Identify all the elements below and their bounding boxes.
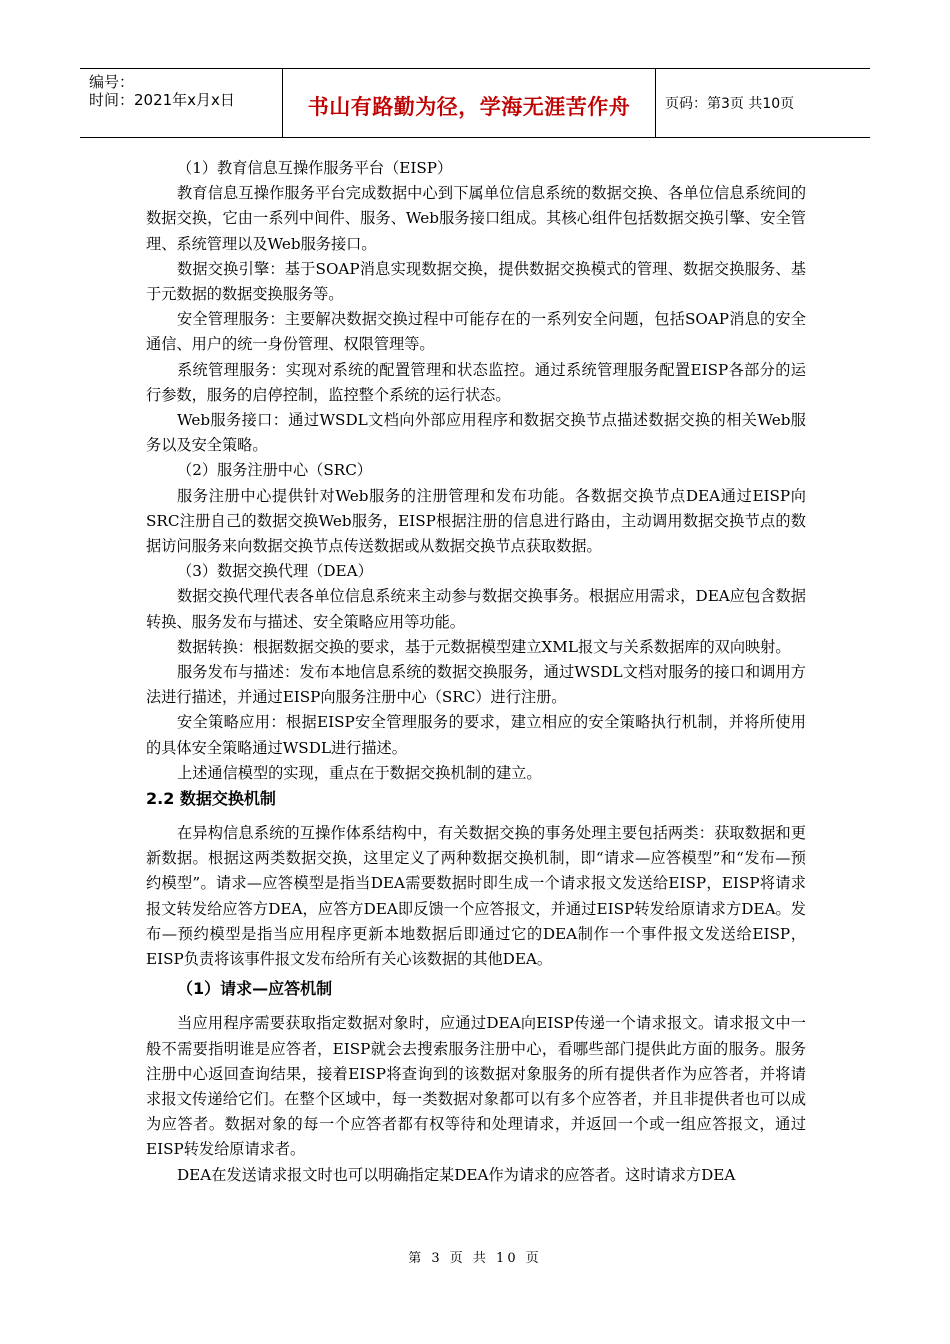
header-info [80,69,283,137]
document-body [146,156,806,1188]
header-motto: 书山有路勤为径，学海无涯苦作舟 [283,69,656,137]
paragraph: 安全策略应用：根据EISP安全管理服务的要求，建立相应的安全策略执行机制，并将所使用的具体安全策略通过WSDL进行描述。 [146,713,806,757]
page-footer: 第 3 页 共 10 页 [408,1251,542,1266]
paragraph: 当应用程序需要获取指定数据对象时，应通过DEA向EISP传递一个请求报文。请求报文中一般不需要指明谁是应答者，EISP就会去搜索服务注册中心，看哪些部门提供此方面的服务。服务注册中心返回查询结果，接着EISP将查询到的该数据对象服务的所有提供者作为应答者，并将请求报文传递给它们。在整个区域中，每一类数据对象都可以有多个应答者，并且非提供者也可以成为应答者。数据对象的每一个应答者都有权等待和处理请求，并返回一个或一组应答报文，通过EISP转发给原请求者。 [146,1014,806,1159]
subheading-eisp: （1）教育信息互操作服务平台（EISP） [177,159,453,177]
paragraph: 教育信息互操作服务平台完成数据中心到下属单位信息系统的数据交换、各单位信息系统间的数据交换，它由一系列中间件、服务、Web服务接口组成。其核心组件包括数据交换引擎、安全管理、系统管理以及Web服务接口。 [146,184,806,253]
subsection-heading: （1）请求—应答机制 [177,979,333,999]
paragraph: 服务注册中心提供针对Web服务的注册管理和发布功能。各数据交换节点DEA通过EISP向SRC注册自己的数据交换Web服务，EISP根据注册的信息进行路由，主动调用数据交换节点的数据访问服务来向数据交换节点传送数据或从数据交换节点获取数据。 [146,486,806,556]
paragraph: Web服务接口：通过WSDL文档向外部应用程序和数据交换节点描述数据交换的相关Web服务以及安全策略。 [146,411,806,455]
paragraph: DEA在发送请求报文时也可以明确指定某DEA作为请求的应答者。这时请求方DEA [177,1165,736,1184]
header-date: 时间：2021年x月x日 [89,91,235,109]
paragraph: 安全管理服务：主要解决数据交换过程中可能存在的一系列安全问题，包括SOAP消息的安全通信、用户的统一身份管理、权限管理等。 [146,310,806,354]
header-page-info: 页码：第3页 共10页 [665,96,795,112]
paragraph: 服务发布与描述：发布本地信息系统的数据交换服务，通过WSDL文档对服务的接口和调用方法进行描述，并通过EISP向服务注册中心（SRC）进行注册。 [146,663,806,707]
paragraph: 数据交换代理代表各单位信息系统来主动参与数据交换事务。根据应用需求，DEA应包含数据转换、服务发布与描述、安全策略应用等功能。 [146,587,806,631]
paragraph: 上述通信模型的实现，重点在于数据交换机制的建立。 [177,763,542,782]
paragraph: 数据交换引擎：基于SOAP消息实现数据交换，提供数据交换模式的管理、数据交换服务、基于元数据的数据变换服务等。 [146,259,806,304]
paragraph: 在异构信息系统的互操作体系结构中，有关数据交换的事务处理主要包括两类：获取数据和更新数据。根据这两类数据交换，这里定义了两种数据交换机制，即“请求—应答模型”和“发布—预约模型”。请求—应答模型是指当DEA需要数据时即生成一个请求报文发送给EISP，EISP将请求报文转发给应答方DEA，应答方DEA即反馈一个应答报文，并通过EISP转发给原请求方DEA。发布—预约模型是指当应用程序更新本地数据后即通过它的DEA制作一个事件报文发送给EISP，EISP负责将该事件报文发布给所有关心该数据的其他DEA。 [146,824,806,969]
header-code-label: 编号： [89,73,135,91]
subheading-dea: （3）数据交换代理（DEA） [177,562,373,581]
paragraph: 数据转换：根据数据交换的要求，基于元数据模型建立XML报文与关系数据库的双向映射。 [177,637,791,656]
page-header [80,68,870,138]
section-heading: 2.2 数据交换机制 [146,789,276,809]
subheading-src: （2）服务注册中心（SRC） [177,461,372,480]
paragraph: 系统管理服务：实现对系统的配置管理和状态监控。通过系统管理服务配置EISP各部分的运行参数，服务的启停控制，监控整个系统的运行状态。 [146,360,806,404]
